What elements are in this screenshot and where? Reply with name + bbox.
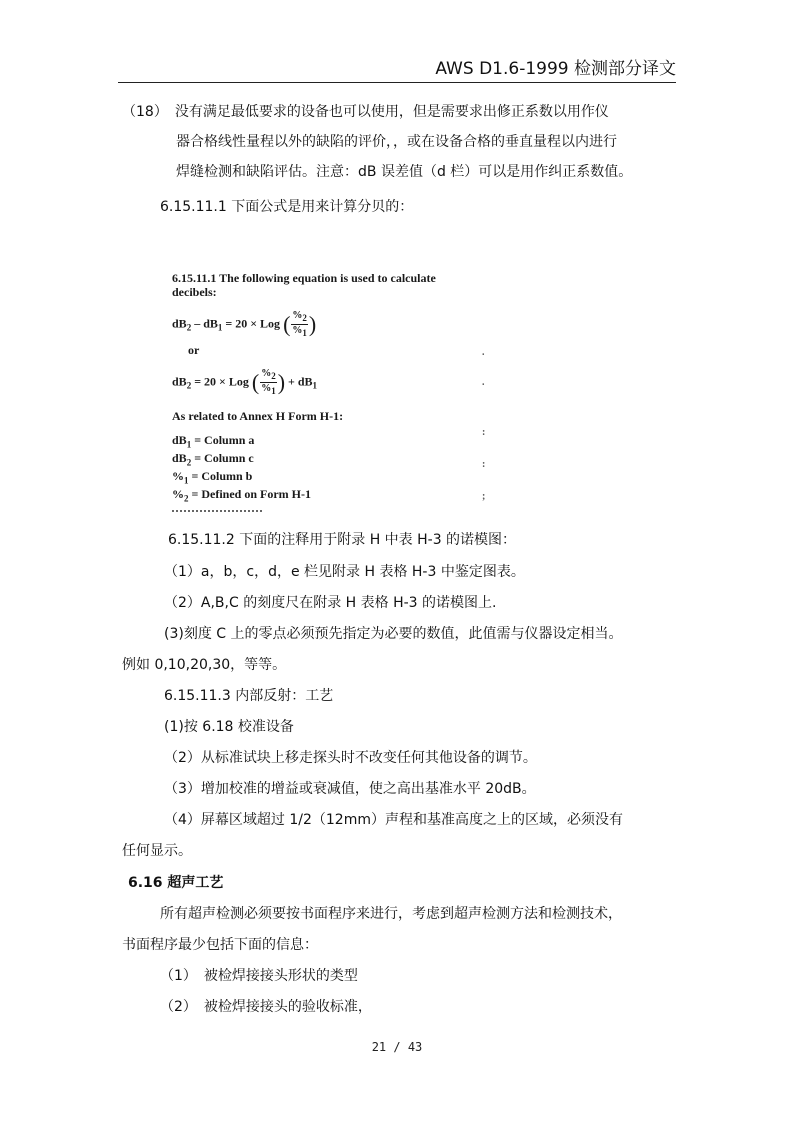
- info-item-2: （2） 被检焊接接头的验收标准，: [160, 999, 372, 1015]
- eq2-tail-sub: 1: [312, 380, 318, 391]
- eq2-den: %: [261, 383, 272, 394]
- eq2-log: = 20 × Log: [191, 374, 252, 389]
- excerpt-heading-cont: decibels:: [172, 285, 217, 299]
- scan-mark: :: [482, 427, 486, 438]
- section-6-16-para-line-1: 所有超声检测必须要按书面程序来进行，考虑到超声检测方法和检测技术，: [160, 906, 622, 922]
- section-6-16-heading: 6.16 超声工艺: [128, 875, 224, 891]
- page-number: 21 / 43: [371, 1040, 423, 1054]
- excerpt-related: As related to Annex H Form H-1:: [172, 409, 344, 423]
- excerpt-heading-number: 6.15.11.1: [172, 271, 217, 285]
- running-header: AWS D1.6-1999 检测部分译文: [435, 59, 676, 79]
- procedure-step-1: (1)按 6.18 校准设备: [164, 719, 294, 735]
- excerpt-or: or: [188, 343, 200, 357]
- def-pct2-sub: 2: [184, 493, 189, 504]
- eq1-fraction: [291, 310, 308, 339]
- def-db1-sub: 1: [186, 439, 192, 450]
- info-item-1: （1） 被检焊接接头形状的类型: [160, 968, 358, 984]
- eq1-paren-open: (: [283, 311, 291, 337]
- section-6-15-11-2: 6.15.11.2 下面的注释用于附录 H 中表 H-3 的诺模图：: [168, 532, 517, 548]
- cropped-text-edge: [172, 510, 262, 516]
- scan-mark: .: [482, 347, 485, 358]
- note-18-line-1: （18） 没有满足最低要求的设备也可以使用，但是需要求出修正系数以用作仪: [122, 104, 609, 120]
- eq1-db2-sub: 2: [186, 322, 192, 333]
- note-18-line-2: 器合格线性量程以外的缺陷的评价，，或在设备合格的垂直量程以内进行: [176, 134, 617, 150]
- header-rule: [118, 82, 676, 83]
- def-db2: dB: [172, 451, 187, 465]
- scan-mark: .: [482, 377, 485, 388]
- eq2-fraction: [260, 368, 277, 397]
- eq1-log: = 20 × Log: [222, 316, 284, 331]
- english-excerpt-image: [164, 262, 488, 520]
- eq1-paren-close: ): [308, 311, 317, 337]
- eq2-num-sub: 2: [271, 371, 276, 381]
- procedure-step-4-line-1: （4）屏幕区域超过 1/2（12mm）声程和基准高度之上的区域，必须没有: [164, 812, 623, 828]
- eq1-db1: dB: [203, 316, 218, 331]
- eq1-minus: –: [194, 316, 201, 331]
- procedure-step-3: （3）增加校准的增益或衰减值，使之高出基准水平 20dB。: [164, 781, 536, 797]
- def-db1: dB: [172, 433, 187, 447]
- eq2-db2: dB: [172, 374, 187, 389]
- section-6-15-11-3: 6.15.11.3 内部反射：工艺: [164, 688, 334, 704]
- eq1-den-sub: 1: [302, 328, 307, 338]
- eq2-db2-sub: 2: [186, 380, 192, 391]
- eq2-paren-close: ): [277, 369, 286, 395]
- def-pct2: %: [172, 487, 184, 501]
- procedure-step-2: （2）从标准试块上移走探头时不改变任何其他设备的调节。: [164, 750, 537, 766]
- definition-pct2: [172, 486, 311, 506]
- eq1-den: %: [292, 325, 303, 336]
- scan-mark: ;: [482, 491, 486, 502]
- eq1-db1-sub: 1: [217, 322, 223, 333]
- section-6-16-para-line-2: 书面程序最少包括下面的信息：: [122, 937, 318, 953]
- eq2-tail: + dB: [285, 374, 313, 389]
- eq2-num: %: [261, 368, 272, 379]
- scan-mark: :: [482, 459, 486, 470]
- eq1-db2: dB: [172, 316, 187, 331]
- def-pct2-text: = Defined on Form H-1: [188, 487, 311, 501]
- eq1-num: %: [292, 310, 303, 321]
- def-db2-text: = Column c: [191, 451, 254, 465]
- eq2-den-sub: 1: [271, 386, 276, 396]
- note-item-3-line-2: 例如 0,10,20,30，等等。: [122, 657, 287, 673]
- eq2-paren-open: (: [251, 369, 260, 395]
- excerpt-heading-text: The following equation is used to calculate: [219, 271, 436, 285]
- def-pct1: %: [172, 469, 184, 483]
- note-18-line-3: 焊缝检测和缺陷评估。注意：dB 误差值（d 栏）可以是用作纠正系数值。: [176, 164, 633, 180]
- note-item-1: （1）a，b，c，d，e 栏见附录 H 表格 H-3 中鉴定图表。: [164, 564, 525, 580]
- section-6-15-11-1: 6.15.11.1 下面公式是用来计算分贝的：: [160, 199, 414, 215]
- def-db2-sub: 2: [186, 457, 192, 468]
- def-pct1-sub: 1: [184, 475, 189, 486]
- note-item-3-line-1: (3)刻度 C 上的零点必须预先指定为必要的数值，此值需与仪器设定相当。: [164, 626, 623, 642]
- procedure-step-4-line-2: 任何显示。: [122, 843, 192, 859]
- equation-1: [172, 310, 316, 339]
- equation-2: [172, 368, 317, 397]
- eq1-num-sub: 2: [302, 313, 307, 323]
- def-pct1-text: = Column b: [188, 469, 253, 483]
- def-db1-text: = Column a: [191, 433, 255, 447]
- note-item-2: （2）A,B,C 的刻度尺在附录 H 表格 H-3 的诺模图上.: [164, 595, 497, 611]
